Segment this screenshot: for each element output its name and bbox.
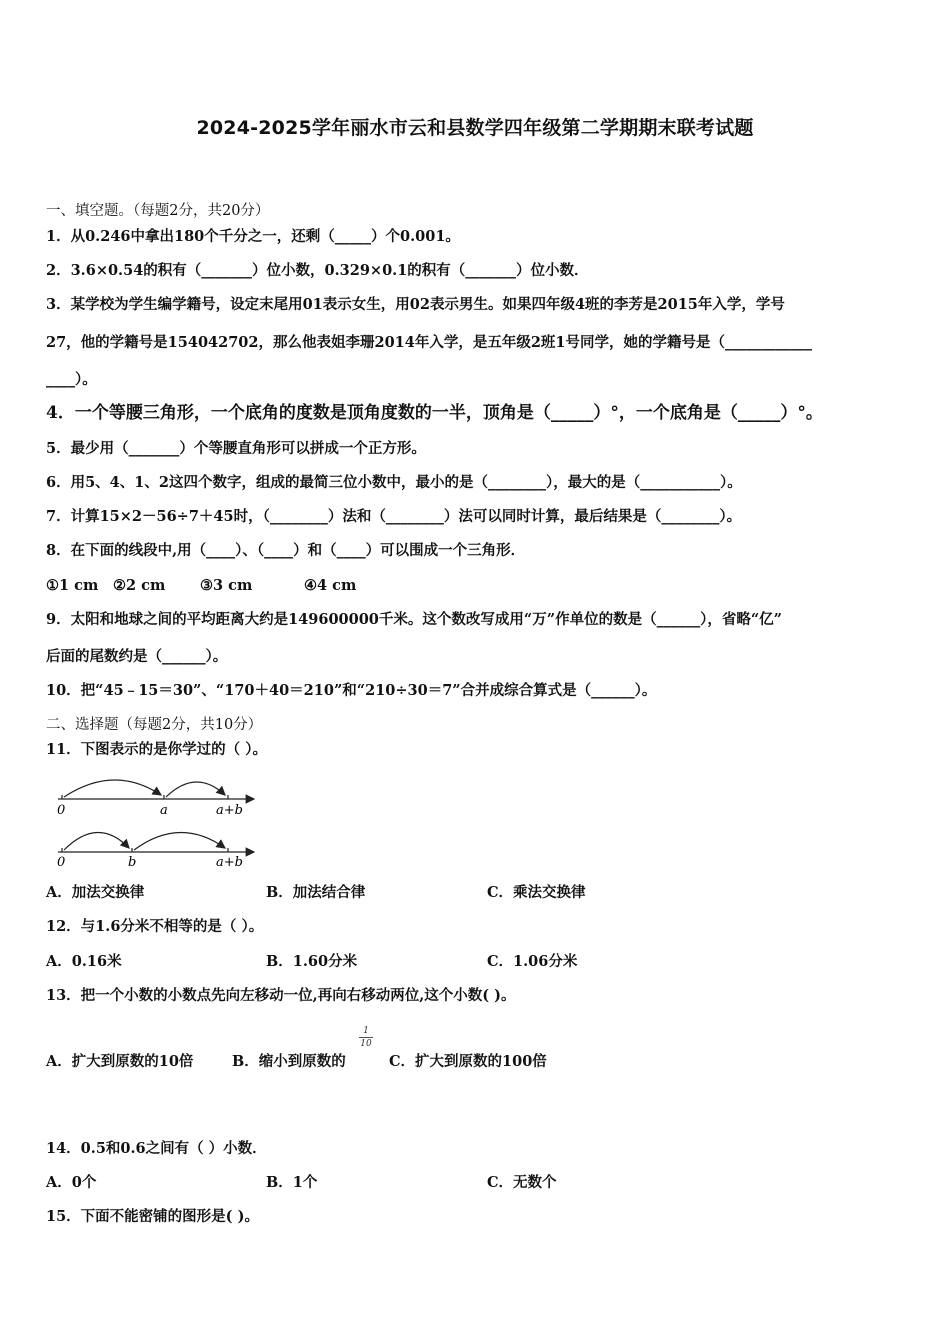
question-11-option-a: A．加法交换律 (46, 884, 145, 901)
question-10: 10．把“45﹣15＝30”、“170＋40＝210”和“210÷30＝7”合并成综合算式是（______）。 (46, 682, 657, 699)
question-13-option-b: B．缩小到原数的 (232, 1053, 346, 1070)
question-12: 12．与1.6分米不相等的是（ ）。 (46, 918, 264, 935)
line-2-label-0: 0 (57, 855, 66, 870)
line-2-label-a-plus-b: a+b (216, 855, 243, 870)
question-14: 14．0.5和0.6之间有（ ）小数． (46, 1140, 267, 1157)
question-12-option-a: A．0.16米 (46, 953, 122, 970)
question-4: 4．一个等腰三角形，一个底角的度数是顶角度数的一半，顶角是（_____）°，一个底角是（_____）°。 (46, 403, 823, 423)
question-13-option-c: C．扩大到原数的100倍 (389, 1053, 547, 1070)
number-line-1 (57, 780, 254, 818)
question-5: 5．最少用（_______）个等腰直角形可以拼成一个正方形。 (46, 440, 426, 457)
number-line-2 (57, 832, 254, 870)
question-8: 8．在下面的线段中,用（____）、（____）和（____）可以围成一个三角形． (46, 542, 526, 559)
question-8-option-4: ④4 cm (304, 577, 357, 594)
line-1-label-a-plus-b: a+b (216, 803, 243, 818)
number-line-diagram (50, 766, 270, 876)
section-heading-choice: 二、选择题（每题2分，共10分） (46, 717, 263, 733)
question-13: 13．把一个小数的小数点先向左移动一位,再向右移动两位,这个小数( )。 (46, 987, 516, 1004)
question-12-option-b: B．1.60分米 (266, 953, 358, 970)
question-8-option-1: ①1 cm (46, 577, 99, 594)
question-3-line-3: ____）。 (46, 371, 97, 388)
question-3-line-2: 27，他的学籍号是154042702，那么他表姐李珊2014年入学，是五年级2班1号同学，她的学籍号是（____________ (46, 334, 813, 351)
fraction-denominator: 10 (360, 1039, 372, 1049)
question-13-option-a: A．扩大到原数的10倍 (46, 1053, 194, 1070)
question-14-option-a: A．0个 (46, 1174, 97, 1191)
question-9-line-1: 9．太阳和地球之间的平均距离大约是149600000千米。这个数改写成用“万”作单位的数是（______），省略“亿” (46, 611, 782, 628)
question-1: 1．从0.246中拿出180个千分之一，还剩（_____）个0.001。 (46, 228, 460, 245)
question-9-line-2: 后面的尾数约是（______）。 (46, 648, 228, 665)
question-12-option-c: C．1.06分米 (487, 953, 578, 970)
question-7: 7．计算15×2－56÷7＋45时，（________）法和（________）法可以同时计算，最后结果是（________）。 (46, 508, 742, 525)
question-14-option-b: B．1个 (266, 1174, 318, 1191)
line-1-label-0: 0 (57, 803, 66, 818)
fraction-one-tenth (359, 1026, 373, 1049)
question-11-option-c: C．乘法交换律 (487, 884, 586, 901)
fraction-numerator: 1 (363, 1026, 369, 1036)
question-8-option-3: ③3 cm (200, 577, 253, 594)
question-2: 2．3.6×0.54的积有（_______）位小数，0.329×0.1的积有（_______）位小数． (46, 262, 589, 279)
line-2-label-b: b (128, 855, 137, 870)
fraction-bar (359, 1037, 373, 1038)
question-6: 6．用5、4、1、2这四个数字，组成的最简三位小数中，最小的是（________），最大的是（___________）。 (46, 474, 742, 491)
line-1-label-a: a (160, 803, 168, 818)
section-heading-fill-in: 一、填空题。（每题2分，共20分） (46, 203, 270, 219)
question-3-line-1: 3．某学校为学生编学籍号，设定末尾用01表示女生，用02表示男生。如果四年级4班的李芳是2015年入学，学号 (46, 296, 785, 313)
page-title: 2024-2025学年丽水市云和县数学四年级第二学期期末联考试题 (196, 117, 754, 139)
question-8-option-2: ②2 cm (113, 577, 166, 594)
question-15: 15．下面不能密铺的图形是( )。 (46, 1208, 259, 1225)
question-11: 11．下图表示的是你学过的（ ）。 (46, 741, 267, 758)
question-11-option-b: B．加法结合律 (266, 884, 366, 901)
question-14-option-c: C．无数个 (487, 1174, 557, 1191)
